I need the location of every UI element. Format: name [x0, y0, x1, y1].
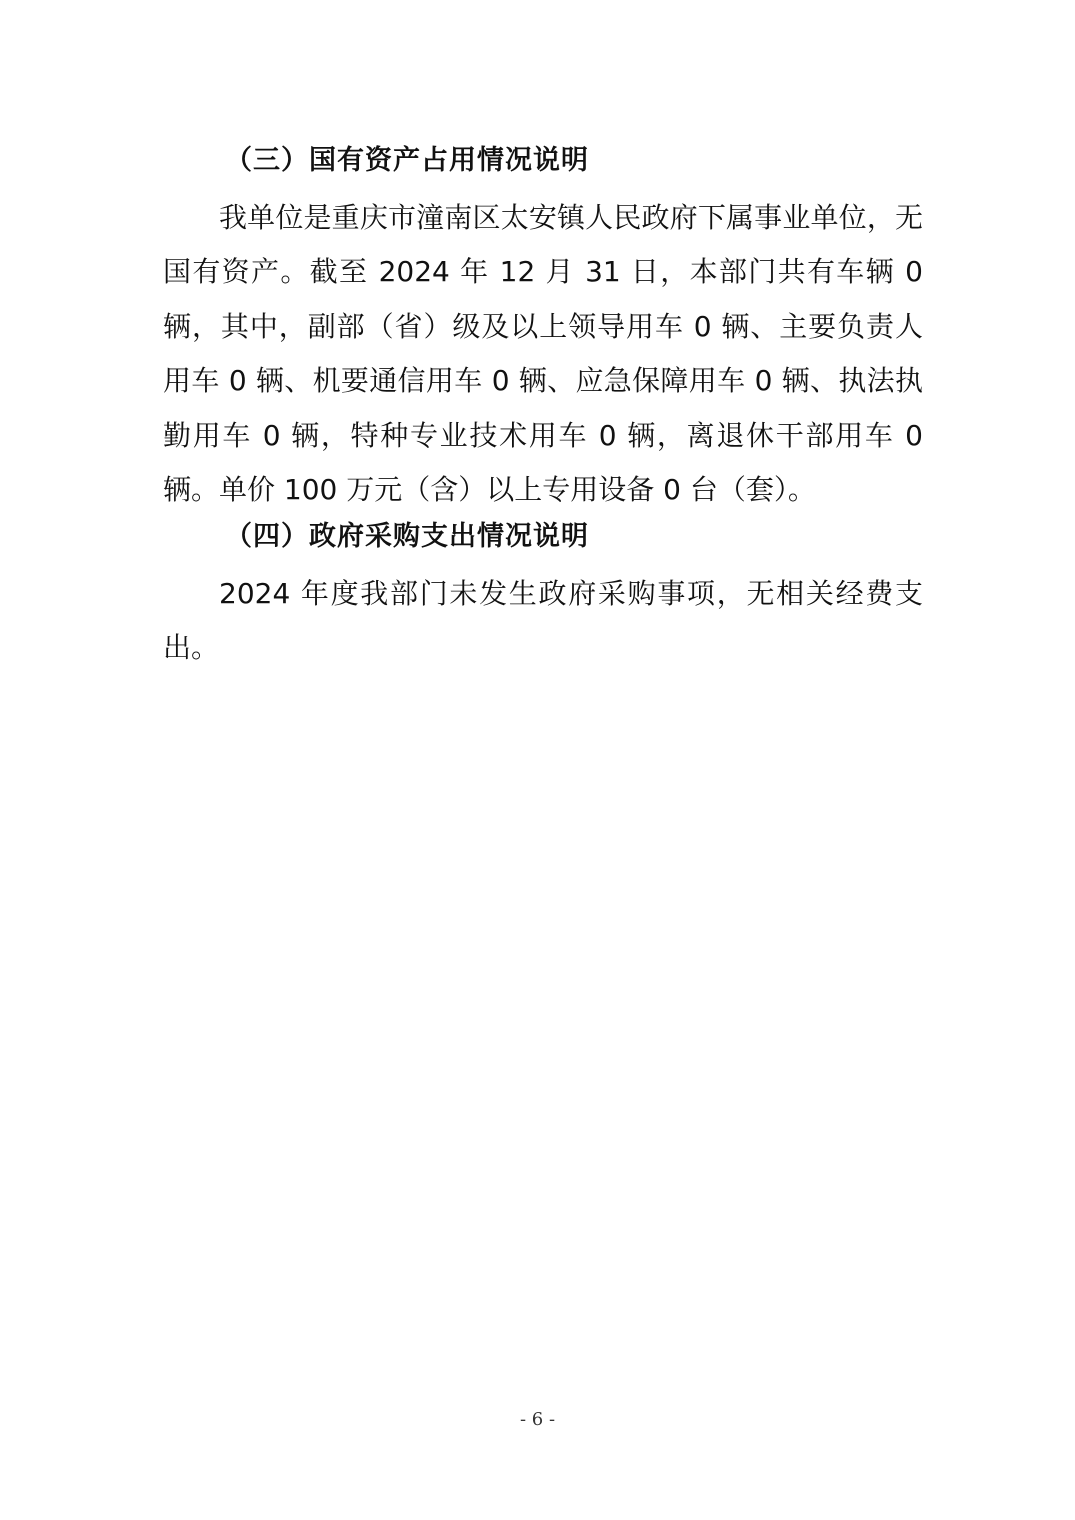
section-4-heading: （四）政府采购支出情况说明	[225, 521, 589, 552]
section-3-body: 我单位是重庆市潼南区太安镇人民政府下属事业单位，无国有资产。截至 2024 年 12 月 31 日，本部门共有车辆 0 辆，其中，副部（省）级及以上领导用车 0 辆、主要负责人用车 0 辆、机要通信用车 0 辆、应急保障用车 0 辆、执法执勤用车 0 辆，特种专业技术用车 0 辆，离退休干部用车 0 辆。单价 100 万元（含）以上专用设备 0 台（套）。	[163, 201, 923, 507]
section-3-heading: （三）国有资产占用情况说明	[225, 145, 589, 176]
page-number: - 6 -	[519, 1409, 556, 1430]
section-4-body: 2024 年度我部门未发生政府采购事项，无相关经费支出。	[163, 577, 923, 665]
